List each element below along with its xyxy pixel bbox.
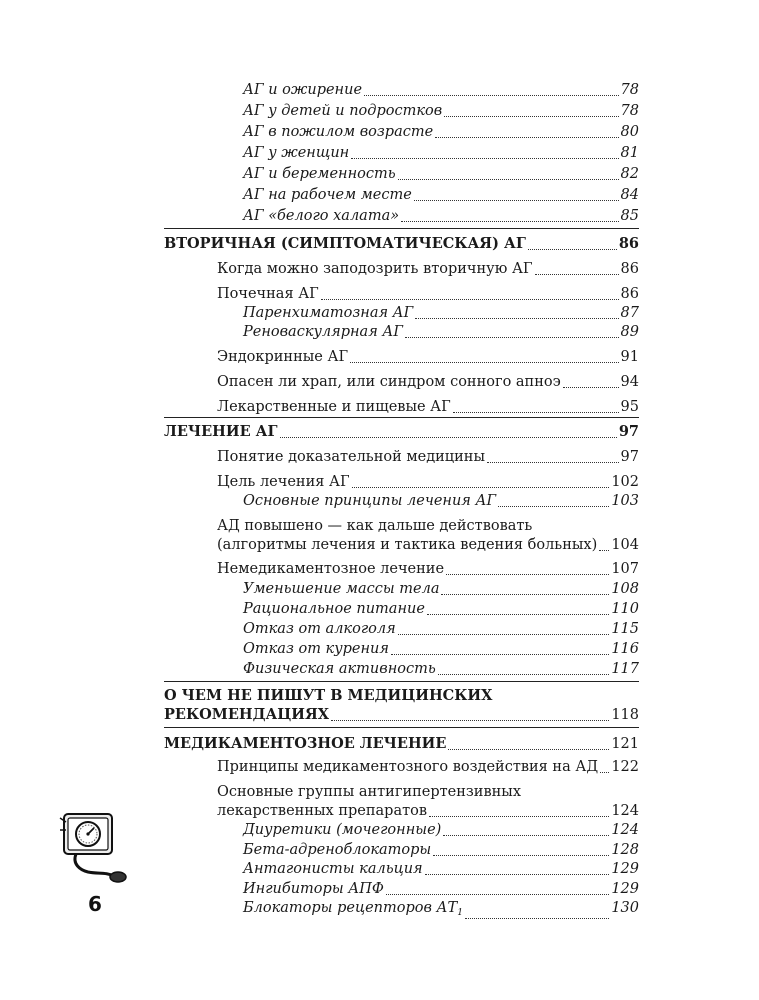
toc-label: РЕКОМЕНДАЦИЯХ [164,706,330,723]
leader-dots [438,674,610,675]
toc-section-treatment[interactable] [164,422,639,442]
page-number: 6 [88,892,102,916]
toc-section-unwritten[interactable] [164,705,639,725]
toc-page: 129 [611,861,639,877]
leader-dots [599,550,609,551]
toc-page: 94 [620,374,639,390]
leader-dots [433,855,609,856]
toc-page: 130 [611,900,639,916]
toc-entry-smoking[interactable] [243,639,639,659]
toc-label: лекарственных препаратов [217,803,428,819]
leader-dots [441,594,609,595]
toc-page: 124 [611,822,639,838]
subscript-1: 1 [457,908,463,918]
toc-label: Отказ от алкоголя [243,621,396,637]
toc-label: (алгоритмы лечения и тактика ведения больных) [217,537,598,553]
leader-dots [364,95,619,96]
toc-page: 86 [620,286,639,302]
leader-dots [321,299,619,300]
leader-dots [415,318,618,319]
toc-label: АГ на рабочем месте [243,187,412,203]
section-divider [164,417,639,418]
toc-label: Принципы медикаментозного воздействия на АД [217,759,599,775]
leader-dots [535,274,619,275]
toc-section-secondary[interactable] [164,234,639,254]
leader-dots [563,387,619,388]
toc-label: АГ у женщин [243,145,350,161]
toc-entry-beta[interactable] [243,840,639,860]
toc-label: АГ «белого халата» [243,208,400,224]
leader-dots [444,116,618,117]
toc-page: 107 [611,561,639,577]
toc-label: Отказ от курения [243,641,389,657]
toc-entry-elevated[interactable] [217,535,639,555]
toc-entry-snoring[interactable] [217,372,639,392]
toc-page: 117 [611,661,639,677]
toc-page: 104 [611,537,639,553]
toc-page: 91 [620,349,639,365]
toc-label: Почечная АГ [217,286,319,302]
toc-entry-principles[interactable] [243,491,639,511]
leader-dots [386,894,609,895]
toc-label: Эндокринные АГ [217,349,349,365]
toc-entry-diuretics[interactable] [243,820,639,840]
toc-page: 95 [620,399,639,415]
leader-dots [498,506,609,507]
toc-page: 86 [618,235,639,252]
toc-entry-renal[interactable] [217,284,639,304]
toc-page: 89 [620,324,639,340]
leader-dots [465,918,609,919]
leader-dots [453,412,619,413]
toc-page: 118 [611,707,639,723]
leader-dots [435,137,618,138]
toc-label: Опасен ли храп, или синдром сонного апноэ [217,374,561,390]
toc-page: 128 [611,842,639,858]
toc-entry-at1-blockers[interactable] [243,898,639,923]
leader-dots [398,634,610,635]
toc-label: Антагонисты кальция [243,861,423,877]
leader-dots [398,179,619,180]
leader-dots [351,158,618,159]
leader-dots [331,720,609,721]
toc-entry-elevated-line1: АД повышено — как дальше действовать [217,518,533,534]
toc-label: МЕДИКАМЕНТОЗНОЕ ЛЕЧЕНИЕ [164,735,447,752]
toc-entry-endocrine[interactable] [217,347,639,367]
toc-section-unwritten-line1: О ЧЕМ НЕ ПИШУТ В МЕДИЦИНСКИХ [164,687,493,704]
toc-page: 86 [620,261,639,277]
leader-dots [280,437,617,438]
toc-entry-ag-elderly[interactable] [243,122,639,142]
toc-page: 115 [611,621,639,637]
leader-dots [427,614,609,615]
leader-dots [429,816,609,817]
toc-label: Реноваскулярная АГ [243,324,403,340]
section-divider [164,228,639,229]
toc-entry-groups-line1: Основные группы антигипертензивных [217,784,522,800]
toc-label: Немедикаментозное лечение [217,561,445,577]
toc-page: 124 [611,803,639,819]
toc-entry-ace[interactable] [243,879,639,899]
section-divider [164,727,639,728]
leader-dots [487,462,619,463]
toc-entry-ag-obesity[interactable] [243,80,639,100]
toc-page: 78 [620,82,639,98]
toc-entry-suspect-secondary[interactable] [217,259,639,279]
toc-page: 81 [620,145,639,161]
toc-page: 122 [611,759,639,775]
blood-pressure-monitor-icon [58,808,130,886]
toc-label: Ингибиторы АПФ [243,881,384,897]
toc-page: 97 [620,449,639,465]
toc-entry-parenchymal[interactable] [243,303,639,323]
leader-dots [414,200,619,201]
toc-page: 84 [620,187,639,203]
toc-page: 78 [620,103,639,119]
toc-label: АГ и беременность [243,166,396,182]
toc-page: 110 [611,601,639,617]
leader-dots [600,772,609,773]
toc-label: Когда можно заподозрить вторичную АГ [217,261,533,277]
toc-page: 82 [620,166,639,182]
toc-page: 87 [620,305,639,321]
toc-label: Рациональное питание [243,601,425,617]
toc-label: Основные принципы лечения АГ [243,493,497,509]
toc-entry-non-drug[interactable] [217,559,639,579]
leader-dots [528,249,617,250]
leader-dots [401,221,618,222]
toc-entry-goal[interactable] [217,472,639,492]
section-divider [164,681,639,682]
toc-page: 80 [620,124,639,140]
toc-entry-alcohol[interactable] [243,619,639,639]
toc-entry-ag-white-coat[interactable] [243,206,639,226]
leader-dots [350,362,618,363]
toc-entry-drug-food[interactable] [217,397,639,417]
toc-label: АГ в пожилом возрасте [243,124,434,140]
toc-entry-ag-pregnancy[interactable] [243,164,639,184]
leader-dots [391,654,609,655]
leader-dots [443,835,609,836]
toc-page: 129 [611,881,639,897]
toc-label: АГ и ожирение [243,82,363,98]
leader-dots [405,337,619,338]
toc-entry-drug-principles[interactable] [217,757,639,777]
toc-page: 103 [611,493,639,509]
toc-page: 97 [618,423,639,440]
toc-label: Лекарственные и пищевые АГ [217,399,451,415]
toc-label-text: Блокаторы рецепторов АТ [243,900,458,916]
toc-label: Бета-адреноблокаторы [243,842,432,858]
toc-entry-weight[interactable] [243,579,639,599]
toc-label: Диуретики (мочегонные) [243,822,442,838]
toc-label: ВТОРИЧНАЯ (СИМПТОМАТИЧЕСКАЯ) АГ [164,235,526,252]
leader-dots [446,574,609,575]
toc-label: АГ у детей и подростков [243,103,443,119]
toc-label [243,898,463,923]
toc-label: Уменьшение массы тела [243,581,440,597]
toc-entry-groups[interactable] [217,801,639,821]
toc-page: 102 [611,474,639,490]
toc-entry-nutrition[interactable] [243,599,639,619]
toc-page: 121 [611,736,639,752]
leader-dots [352,487,610,488]
toc-entry-renovascular[interactable] [243,322,639,342]
toc-entry-ag-women[interactable] [243,143,639,163]
leader-dots [448,749,609,750]
toc-label: ЛЕЧЕНИЕ АГ [164,423,278,440]
toc-label: Паренхиматозная АГ [243,305,414,321]
toc-label: Понятие доказательной медицины [217,449,486,465]
toc-entry-activity[interactable] [243,659,639,679]
toc-section-drug-treatment[interactable] [164,734,639,754]
toc-page: 116 [611,641,639,657]
toc-entry-ag-workplace[interactable] [243,185,639,205]
toc-page: 108 [611,581,639,597]
toc-entry-ag-children[interactable] [243,101,639,121]
toc-entry-calcium[interactable] [243,859,639,879]
toc-entry-evidence[interactable] [217,447,639,467]
toc-page: 85 [620,208,639,224]
leader-dots [425,874,610,875]
toc-label: Физическая активность [243,661,436,677]
toc-label: Цель лечения АГ [217,474,350,490]
